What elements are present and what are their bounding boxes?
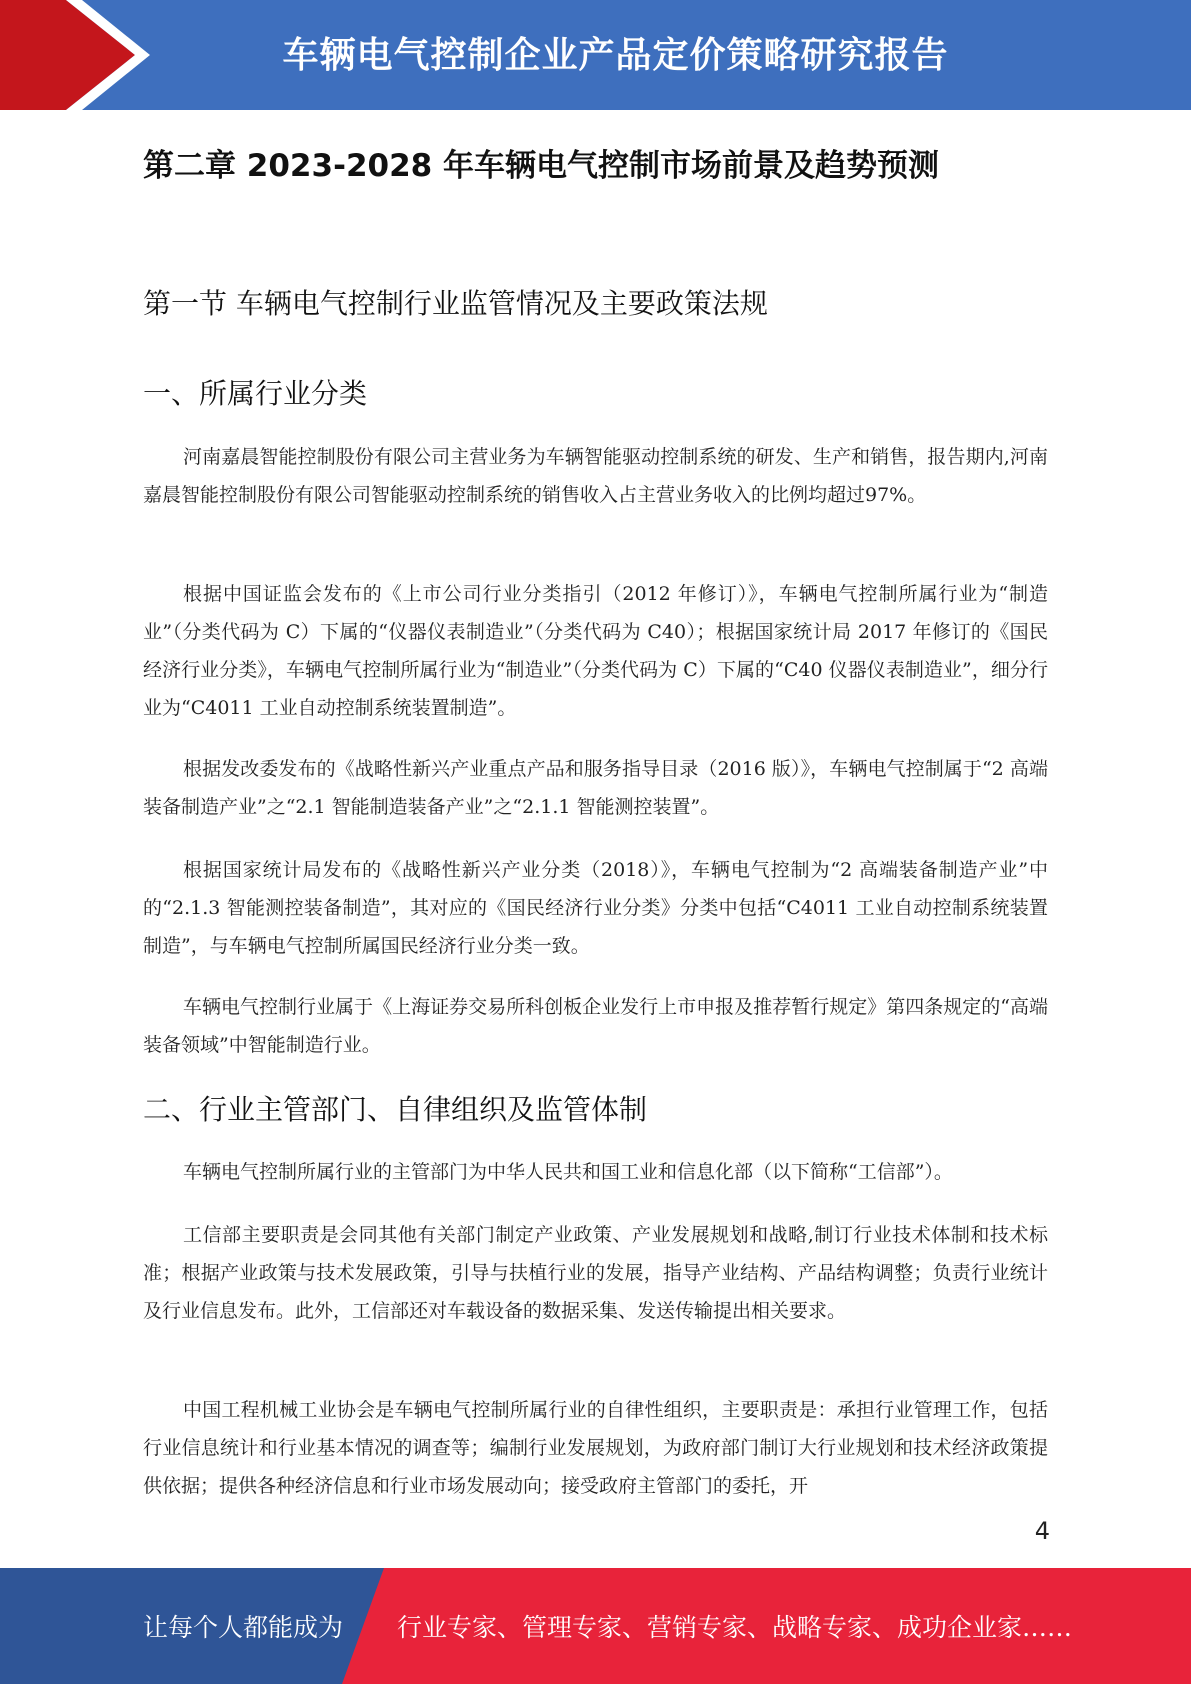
paragraph: 车辆电气控制所属行业的主管部门为中华人民共和国工业和信息化部（以下简称“工信部”）。 bbox=[183, 1161, 953, 1183]
report-title: 车辆电气控制企业产品定价策略研究报告 bbox=[282, 34, 949, 76]
page-header-banner bbox=[0, 0, 1191, 110]
paragraph: 车辆电气控制行业属于《上海证券交易所科创板企业发行上市申报及推荐暂行规定》第四条规定的“高端装备领域”中智能制造行业。 bbox=[143, 996, 1048, 1056]
paragraph: 河南嘉晨智能控制股份有限公司主营业务为车辆智能驱动控制系统的研发、生产和销售，报告期内,河南嘉晨智能控制股份有限公司智能驱动控制系统的销售收入占主营业务收入的比例均超过97%。 bbox=[143, 446, 1048, 506]
paragraph: 根据发改委发布的《战略性新兴产业重点产品和服务指导目录（2016 版）》，车辆电气控制属于“2 高端装备制造产业”之“2.1 智能制造装备产业”之“2.1.1 智能测控装置”。 bbox=[143, 758, 1048, 818]
subsection-title-regulatory-bodies: 二、行业主管部门、自律组织及监管体制 bbox=[143, 1093, 648, 1126]
paragraph: 中国工程机械工业协会是车辆电气控制所属行业的自律性组织，主要职责是：承担行业管理工作，包括行业信息统计和行业基本情况的调查等；编制行业发展规划，为政府部门制订大行业规划和技术经济政策提供依据；提供各种经济信息和行业市场发展动向；接受政府主管部门的委托，开 bbox=[143, 1399, 1048, 1497]
footer-slogan-right: 行业专家、管理专家、营销专家、战略专家、成功企业家…… bbox=[397, 1613, 1073, 1642]
section-title: 第一节 车辆电气控制行业监管情况及主要政策法规 bbox=[143, 287, 768, 320]
page-number: 4 bbox=[1034, 1517, 1050, 1545]
paragraph: 根据中国证监会发布的《上市公司行业分类指引（2012 年修订）》，车辆电气控制所属行业为“制造业”（分类代码为 C）下属的“仪器仪表制造业”（分类代码为 C40）；根据国家统计局 2017 年修订的《国民经济行业分类》，车辆电气控制所属行业为“制造业”（分类代码为 C）下属的“C40 仪器仪表制造业”，细分行业为“C4011 工业自动控制系统装置制造”。 bbox=[143, 583, 1048, 719]
subsection-title-industry-classification: 一、所属行业分类 bbox=[143, 377, 368, 410]
paragraph: 工信部主要职责是会同其他有关部门制定产业政策、产业发展规划和战略,制订行业技术体制和技术标准；根据产业政策与技术发展政策，引导与扶植行业的发展，指导产业结构、产品结构调整；负责行业统计及行业信息发布。此外，工信部还对车载设备的数据采集、发送传输提出相关要求。 bbox=[143, 1224, 1048, 1322]
paragraph: 根据国家统计局发布的《战略性新兴产业分类（2018）》，车辆电气控制为“2 高端装备制造产业”中的“2.1.3 智能测控装备制造”，其对应的《国民经济行业分类》分类中包括“C4011 工业自动控制系统装置制造”，与车辆电气控制所属国民经济行业分类一致。 bbox=[143, 859, 1048, 957]
footer-slogan-left: 让每个人都能成为 bbox=[143, 1613, 344, 1642]
page-footer-banner bbox=[0, 1568, 1191, 1684]
chapter-title: 第二章 2023-2028 年车辆电气控制市场前景及趋势预测 bbox=[143, 148, 940, 184]
